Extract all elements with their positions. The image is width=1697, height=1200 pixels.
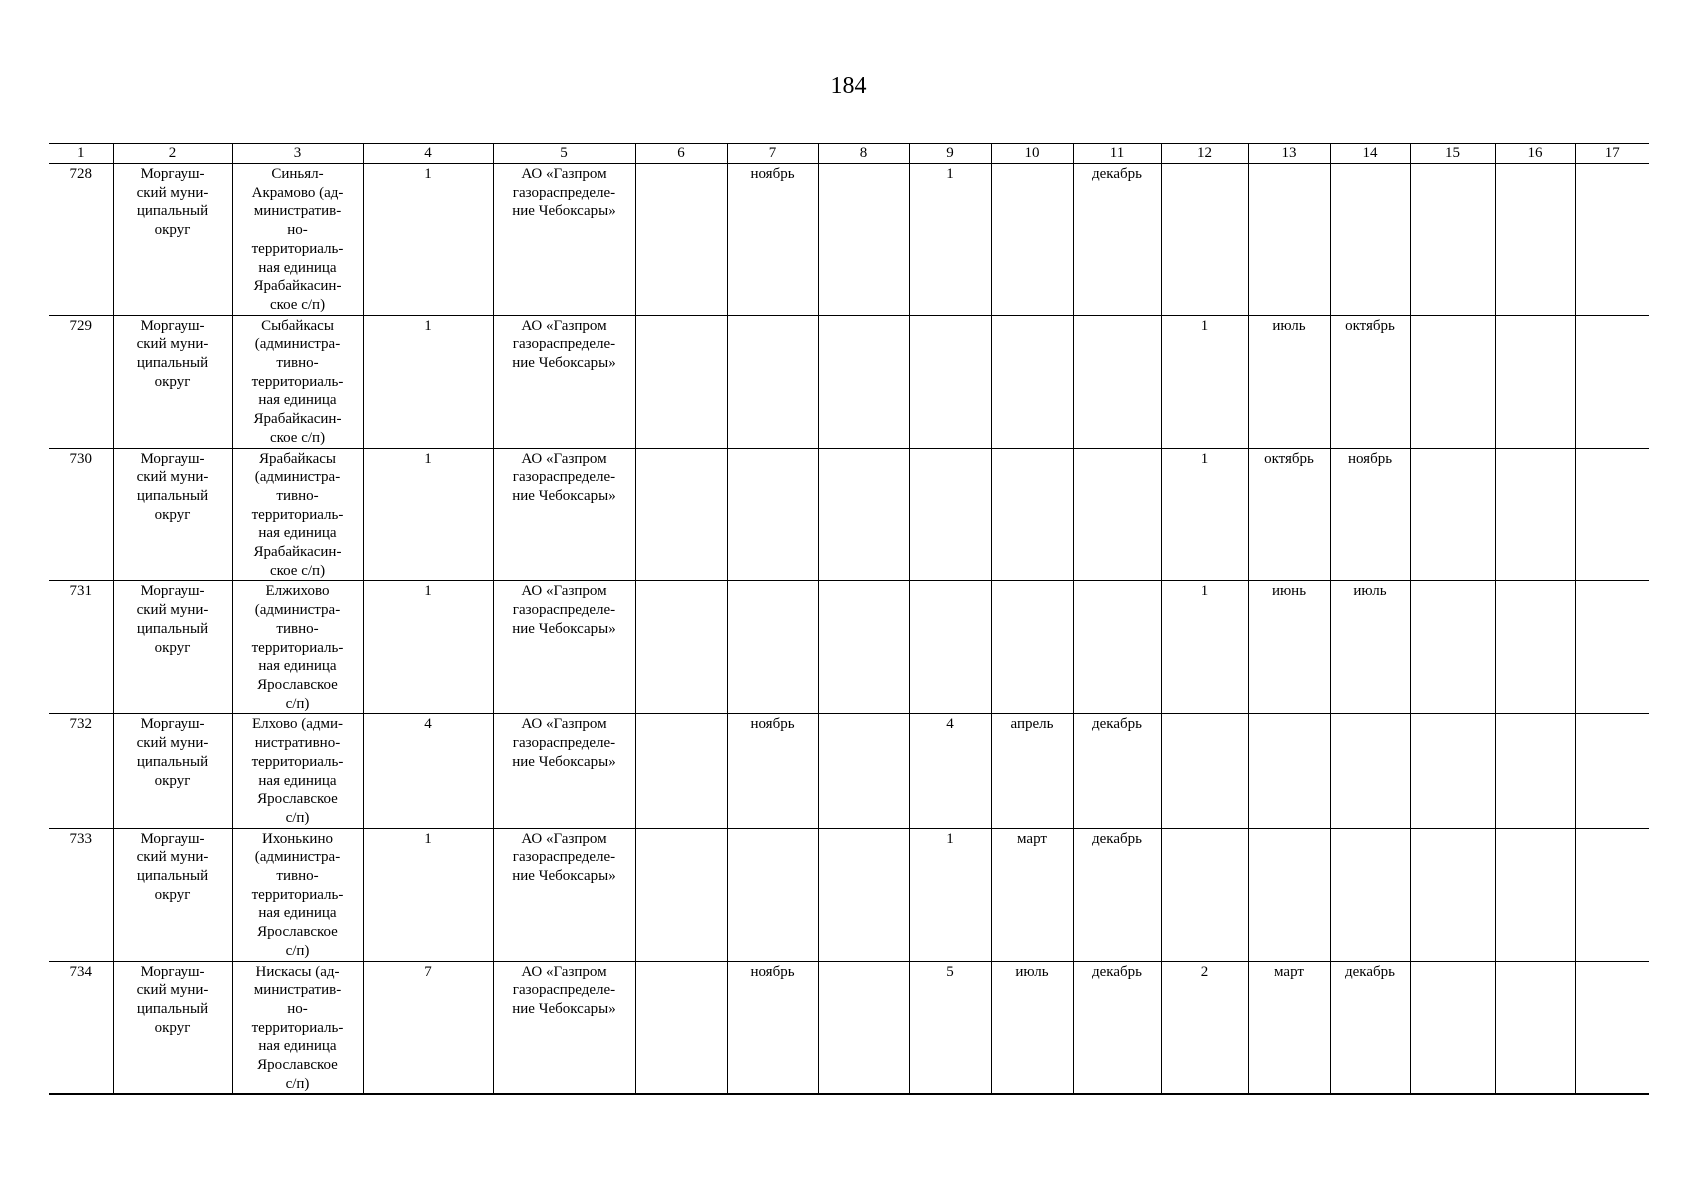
- district-cell: Моргауш- ский муни- ципальный округ: [113, 164, 232, 316]
- table-cell: 2: [1161, 961, 1248, 1094]
- table-cell: [1248, 714, 1330, 828]
- table-cell: [635, 828, 727, 961]
- table-cell: [1410, 164, 1495, 316]
- column-number: 4: [363, 144, 493, 164]
- settlement-cell: Сыбайкасы (администра- тивно- территориаль- ная единица Ярабайкасин- ское с/п): [232, 315, 363, 448]
- table-cell: июль: [1248, 315, 1330, 448]
- column-number: 8: [818, 144, 909, 164]
- row-number-cell: 730: [49, 448, 113, 581]
- page-number: 184: [830, 73, 867, 99]
- table-cell: июнь: [1248, 581, 1330, 714]
- table-cell: [1073, 581, 1161, 714]
- table-cell: [1410, 315, 1495, 448]
- table-cell: [1575, 828, 1649, 961]
- quantity-cell: 1: [363, 315, 493, 448]
- table-cell: [818, 714, 909, 828]
- table-cell: декабрь: [1073, 714, 1161, 828]
- organization-cell: АО «Газпром газораспределе- ние Чебоксары»: [493, 164, 635, 316]
- table-cell: ноябрь: [727, 714, 818, 828]
- table-cell: 1: [1161, 448, 1248, 581]
- table-cell: [1330, 714, 1410, 828]
- table-cell: [1575, 581, 1649, 714]
- table-cell: декабрь: [1073, 164, 1161, 316]
- organization-cell: АО «Газпром газораспределе- ние Чебоксары»: [493, 828, 635, 961]
- quantity-cell: 1: [363, 164, 493, 316]
- district-cell: Моргауш- ский муни- ципальный округ: [113, 315, 232, 448]
- column-number: 15: [1410, 144, 1495, 164]
- table-cell: [1575, 315, 1649, 448]
- table-cell: [818, 448, 909, 581]
- table-cell: [635, 315, 727, 448]
- table-cell: [1495, 714, 1575, 828]
- quantity-cell: 1: [363, 448, 493, 581]
- table-cell: март: [1248, 961, 1330, 1094]
- district-cell: Моргауш- ский муни- ципальный округ: [113, 581, 232, 714]
- table-cell: [1248, 164, 1330, 316]
- table-cell: 1: [1161, 581, 1248, 714]
- table-cell: [1495, 448, 1575, 581]
- data-table: [49, 143, 1649, 1095]
- column-number: 16: [1495, 144, 1575, 164]
- table-cell: декабрь: [1073, 961, 1161, 1094]
- table-cell: [818, 961, 909, 1094]
- table-cell: [727, 315, 818, 448]
- column-number: 5: [493, 144, 635, 164]
- table-cell: ноябрь: [727, 961, 818, 1094]
- column-number: 6: [635, 144, 727, 164]
- table-cell: [1073, 448, 1161, 581]
- table-row: [49, 315, 1649, 448]
- table-cell: 5: [909, 961, 991, 1094]
- row-number-cell: 732: [49, 714, 113, 828]
- district-cell: Моргауш- ский муни- ципальный округ: [113, 448, 232, 581]
- table-row: [49, 714, 1649, 828]
- settlement-cell: Елхово (адми- нистративно- территориаль- ная единица Ярославское с/п): [232, 714, 363, 828]
- row-number-cell: 728: [49, 164, 113, 316]
- table-cell: [818, 581, 909, 714]
- table-cell: [1161, 714, 1248, 828]
- table-cell: [1248, 828, 1330, 961]
- table-cell: [991, 315, 1073, 448]
- table-cell: декабрь: [1073, 828, 1161, 961]
- table-cell: декабрь: [1330, 961, 1410, 1094]
- table-cell: [909, 581, 991, 714]
- table-cell: [1495, 315, 1575, 448]
- row-number-cell: 734: [49, 961, 113, 1094]
- column-number: 14: [1330, 144, 1410, 164]
- table-cell: [1495, 961, 1575, 1094]
- settlement-cell: Синьял- Акрамово (ад- министратив- но- территориаль- ная единица Ярабайкасин- ское с/п): [232, 164, 363, 316]
- table-cell: [1495, 581, 1575, 714]
- quantity-cell: 4: [363, 714, 493, 828]
- settlement-cell: Елжихово (администра- тивно- территориаль- ная единица Ярославское с/п): [232, 581, 363, 714]
- table-row: [49, 448, 1649, 581]
- settlement-cell: Нискасы (ад- министратив- но- территориаль- ная единица Ярославское с/п): [232, 961, 363, 1094]
- table-cell: [909, 315, 991, 448]
- table-cell: [727, 581, 818, 714]
- column-number: 13: [1248, 144, 1330, 164]
- column-number: 12: [1161, 144, 1248, 164]
- table-cell: 1: [909, 828, 991, 961]
- table-row: [49, 581, 1649, 714]
- table-cell: [635, 581, 727, 714]
- table-cell: [818, 315, 909, 448]
- column-number: 9: [909, 144, 991, 164]
- column-number: 2: [113, 144, 232, 164]
- table-cell: [635, 714, 727, 828]
- settlement-cell: Ихонькино (администра- тивно- территориаль- ная единица Ярославское с/п): [232, 828, 363, 961]
- table-cell: октябрь: [1330, 315, 1410, 448]
- table-cell: [1410, 828, 1495, 961]
- table-row: [49, 164, 1649, 316]
- row-number-cell: 731: [49, 581, 113, 714]
- table-row: [49, 828, 1649, 961]
- organization-cell: АО «Газпром газораспределе- ние Чебоксары»: [493, 315, 635, 448]
- table-cell: [818, 828, 909, 961]
- organization-cell: АО «Газпром газораспределе- ние Чебоксары»: [493, 961, 635, 1094]
- table-cell: ноябрь: [727, 164, 818, 316]
- table-cell: октябрь: [1248, 448, 1330, 581]
- organization-cell: АО «Газпром газораспределе- ние Чебоксары»: [493, 714, 635, 828]
- table-cell: [1410, 714, 1495, 828]
- column-number: 17: [1575, 144, 1649, 164]
- table-cell: 1: [909, 164, 991, 316]
- table-cell: 1: [1161, 315, 1248, 448]
- table-cell: [1330, 828, 1410, 961]
- table-cell: ноябрь: [1330, 448, 1410, 581]
- table-cell: [1575, 961, 1649, 1094]
- organization-cell: АО «Газпром газораспределе- ние Чебоксары»: [493, 448, 635, 581]
- table-cell: [635, 164, 727, 316]
- column-number: 10: [991, 144, 1073, 164]
- table-cell: [991, 448, 1073, 581]
- column-number: 7: [727, 144, 818, 164]
- row-number-cell: 729: [49, 315, 113, 448]
- table-cell: [818, 164, 909, 316]
- table-cell: [635, 961, 727, 1094]
- district-cell: Моргауш- ский муни- ципальный округ: [113, 961, 232, 1094]
- table-cell: [727, 448, 818, 581]
- table-cell: 4: [909, 714, 991, 828]
- district-cell: Моргауш- ский муни- ципальный округ: [113, 828, 232, 961]
- table-cell: [1575, 164, 1649, 316]
- table-cell: [1410, 961, 1495, 1094]
- column-number: 11: [1073, 144, 1161, 164]
- organization-cell: АО «Газпром газораспределе- ние Чебоксары»: [493, 581, 635, 714]
- table-cell: июль: [991, 961, 1073, 1094]
- quantity-cell: 1: [363, 581, 493, 714]
- table-cell: июль: [1330, 581, 1410, 714]
- table-cell: [991, 581, 1073, 714]
- table-cell: [991, 164, 1073, 316]
- quantity-cell: 7: [363, 961, 493, 1094]
- table-cell: март: [991, 828, 1073, 961]
- table-cell: [1495, 164, 1575, 316]
- column-number: 3: [232, 144, 363, 164]
- table-cell: [1330, 164, 1410, 316]
- table-cell: [1575, 448, 1649, 581]
- quantity-cell: 1: [363, 828, 493, 961]
- row-number-cell: 733: [49, 828, 113, 961]
- settlement-cell: Ярабайкасы (администра- тивно- территориаль- ная единица Ярабайкасин- ское с/п): [232, 448, 363, 581]
- table-cell: [1410, 448, 1495, 581]
- column-number: 1: [49, 144, 113, 164]
- table-cell: апрель: [991, 714, 1073, 828]
- district-cell: Моргауш- ский муни- ципальный округ: [113, 714, 232, 828]
- table-cell: [727, 828, 818, 961]
- table-cell: [1575, 714, 1649, 828]
- column-number-row: [49, 144, 1649, 164]
- table-cell: [1161, 164, 1248, 316]
- table-cell: [909, 448, 991, 581]
- table-cell: [1161, 828, 1248, 961]
- table-cell: [1495, 828, 1575, 961]
- table-cell: [1073, 315, 1161, 448]
- table-cell: [635, 448, 727, 581]
- table-row: [49, 961, 1649, 1094]
- table-cell: [1410, 581, 1495, 714]
